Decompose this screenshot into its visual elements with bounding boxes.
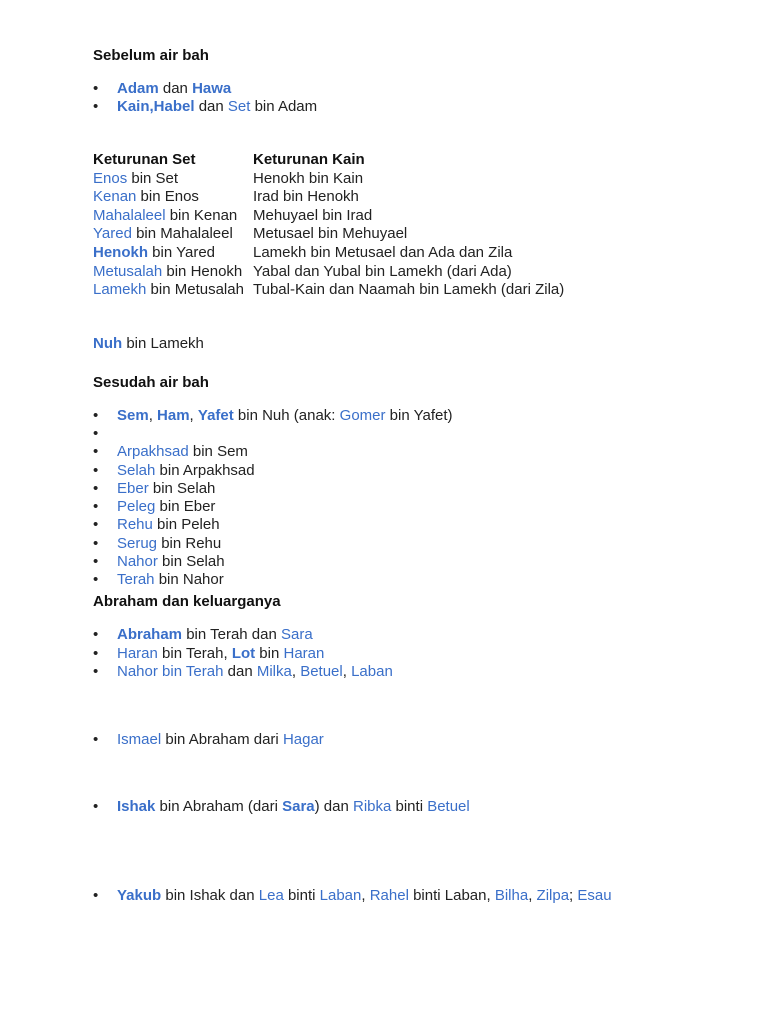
name-link[interactable]: Betuel — [427, 798, 470, 815]
genealogy-kain-column — [253, 151, 564, 300]
list-item — [117, 443, 248, 460]
genealogy-row — [93, 225, 244, 244]
name-link[interactable]: Metusalah — [93, 262, 163, 280]
name-link[interactable]: Serug — [117, 535, 158, 552]
list-item — [117, 516, 220, 533]
text-segment: bin Adam — [250, 98, 318, 115]
list-item — [117, 663, 393, 680]
name-link[interactable]: Arpakhsad — [117, 443, 189, 460]
name-link[interactable]: Peleg — [117, 498, 156, 515]
name-link[interactable]: Nuh — [93, 335, 123, 352]
text-segment: bin Terah dan — [182, 626, 281, 643]
text-segment: bin Metusalah — [146, 281, 244, 299]
text-segment: bin Selah — [157, 553, 225, 570]
name-link[interactable]: Sara — [281, 626, 313, 643]
name-link[interactable]: Eber — [117, 480, 149, 497]
name-link[interactable]: Nahor bin Terah — [117, 663, 224, 680]
name-link[interactable]: Zilpa — [536, 887, 570, 904]
name-link[interactable]: Haran — [283, 645, 325, 662]
genealogy-row: Lamekh bin Metusael dan Ada dan Zila — [253, 243, 513, 261]
name-link[interactable]: Ismael — [117, 731, 162, 748]
text-segment: bin Eber — [155, 498, 216, 515]
text-segment: bin Arpakhsad — [155, 462, 255, 479]
heading-abraham-family: Abraham dan keluarganya — [93, 593, 281, 610]
list-item — [117, 887, 612, 904]
list-item — [117, 626, 313, 643]
name-link[interactable]: Yakub — [117, 887, 162, 904]
set-column-header: Keturunan Set — [93, 151, 196, 168]
list-item — [117, 407, 453, 424]
text-segment: , — [148, 407, 158, 424]
text-segment: , — [291, 663, 301, 680]
name-link[interactable]: Sem — [117, 407, 149, 424]
name-link[interactable]: Laban — [319, 887, 362, 904]
name-link[interactable]: Selah — [117, 462, 156, 479]
nuh-line — [93, 335, 204, 352]
genealogy-row: Irad bin Henokh — [253, 188, 359, 206]
name-link[interactable]: Rahel — [369, 887, 409, 904]
text-segment: bin Nuh (anak: — [233, 407, 340, 424]
list-item — [117, 535, 221, 552]
text-segment: bin — [255, 645, 284, 662]
list-item — [117, 462, 255, 479]
text-segment: bin Henokh — [162, 262, 243, 280]
name-link[interactable]: Ham — [157, 407, 190, 424]
name-link[interactable]: Abraham — [117, 626, 183, 643]
text-segment: , — [189, 407, 198, 424]
name-link[interactable]: Ishak — [117, 798, 156, 815]
name-link[interactable]: Enos — [93, 169, 128, 187]
name-link[interactable]: Sara — [282, 798, 315, 815]
name-link[interactable]: Yafet — [197, 407, 234, 424]
list-item — [117, 571, 224, 588]
text-segment: ) dan — [314, 798, 353, 815]
name-link[interactable]: Haran — [117, 645, 158, 662]
text-segment: dan — [158, 80, 193, 97]
name-link[interactable]: Yared — [93, 225, 132, 243]
genealogy-row — [93, 207, 244, 226]
name-link[interactable]: Ribka — [352, 798, 392, 815]
text-segment: bin Enos — [136, 188, 199, 206]
name-link[interactable]: Lamekh — [93, 281, 147, 299]
genealogy-set-column — [93, 151, 244, 300]
name-link[interactable]: Milka — [256, 663, 292, 680]
list-item — [117, 480, 215, 497]
text-segment: dan — [194, 98, 228, 115]
name-link[interactable]: Terah — [117, 571, 155, 588]
text-segment: bin Rehu — [157, 535, 222, 552]
text-segment: bin Set — [127, 169, 179, 187]
list-item — [117, 98, 317, 115]
genealogy-row — [93, 188, 244, 207]
list-item — [117, 798, 470, 815]
text-segment: bin Nahor — [154, 571, 224, 588]
text-segment: bin Peleh — [152, 516, 220, 533]
genealogy-row — [93, 244, 244, 263]
list-item — [117, 645, 324, 662]
kain-column-header: Keturunan Kain — [253, 151, 365, 168]
text-segment: bin Sem — [188, 443, 248, 460]
list-item — [117, 498, 215, 515]
name-link[interactable]: Mahalaleel — [93, 206, 166, 224]
name-link[interactable]: Esau — [577, 887, 612, 904]
text-segment: binti Laban, — [408, 887, 495, 904]
name-link[interactable]: Lot — [231, 645, 256, 662]
text-segment: , — [528, 887, 537, 904]
text-segment: bin Lamekh — [122, 335, 204, 352]
text-segment: binti — [283, 887, 320, 904]
text-segment: bin Yafet) — [385, 407, 453, 424]
name-link[interactable]: Lea — [258, 887, 284, 904]
text-segment: ; — [569, 887, 578, 904]
name-link[interactable]: Laban — [351, 663, 393, 680]
text-segment: bin Ishak dan — [161, 887, 259, 904]
name-link[interactable]: Gomer — [339, 407, 386, 424]
name-link[interactable]: Adam — [117, 80, 159, 97]
name-link[interactable]: Kain,Habel — [117, 98, 195, 115]
list-item — [117, 553, 225, 570]
text-segment: bin Abraham dari — [161, 731, 283, 748]
list-item — [117, 80, 231, 97]
name-link[interactable]: Nahor — [117, 553, 158, 570]
text-segment: bin Terah, — [157, 645, 232, 662]
text-segment: dan — [223, 663, 257, 680]
genealogy-row: Mehuyael bin Irad — [253, 206, 373, 224]
text-segment: , — [342, 663, 352, 680]
name-link[interactable]: Betuel — [300, 663, 343, 680]
heading-before-flood: Sebelum air bah — [93, 47, 209, 64]
heading-after-flood: Sesudah air bah — [93, 374, 209, 391]
text-segment: bin Yared — [148, 243, 216, 261]
genealogy-row — [93, 263, 244, 282]
text-segment: binti — [391, 798, 428, 815]
text-segment: bin Abraham (dari — [155, 798, 283, 815]
name-link[interactable]: Rehu — [117, 516, 153, 533]
text-segment: bin Selah — [148, 480, 216, 497]
name-link[interactable]: Set — [227, 98, 251, 115]
genealogy-row — [93, 281, 244, 300]
genealogy-row — [93, 170, 244, 189]
name-link[interactable]: Hawa — [192, 80, 232, 97]
genealogy-row: Yabal dan Yubal bin Lamekh (dari Ada) — [253, 262, 512, 280]
name-link[interactable]: Kenan — [93, 188, 137, 206]
name-link[interactable]: Bilha — [494, 887, 529, 904]
text-segment: , — [361, 887, 370, 904]
genealogy-row: Metusael bin Mehuyael — [253, 225, 408, 243]
genealogy-row: Henokh bin Kain — [253, 169, 364, 187]
text-segment: bin Mahalaleel — [131, 225, 233, 243]
genealogy-row: Tubal-Kain dan Naamah bin Lamekh (dari Zila) — [253, 281, 565, 299]
name-link[interactable]: Hagar — [282, 731, 324, 748]
list-item — [117, 731, 324, 748]
name-link[interactable]: Henokh — [93, 243, 149, 261]
text-segment: bin Kenan — [165, 206, 238, 224]
